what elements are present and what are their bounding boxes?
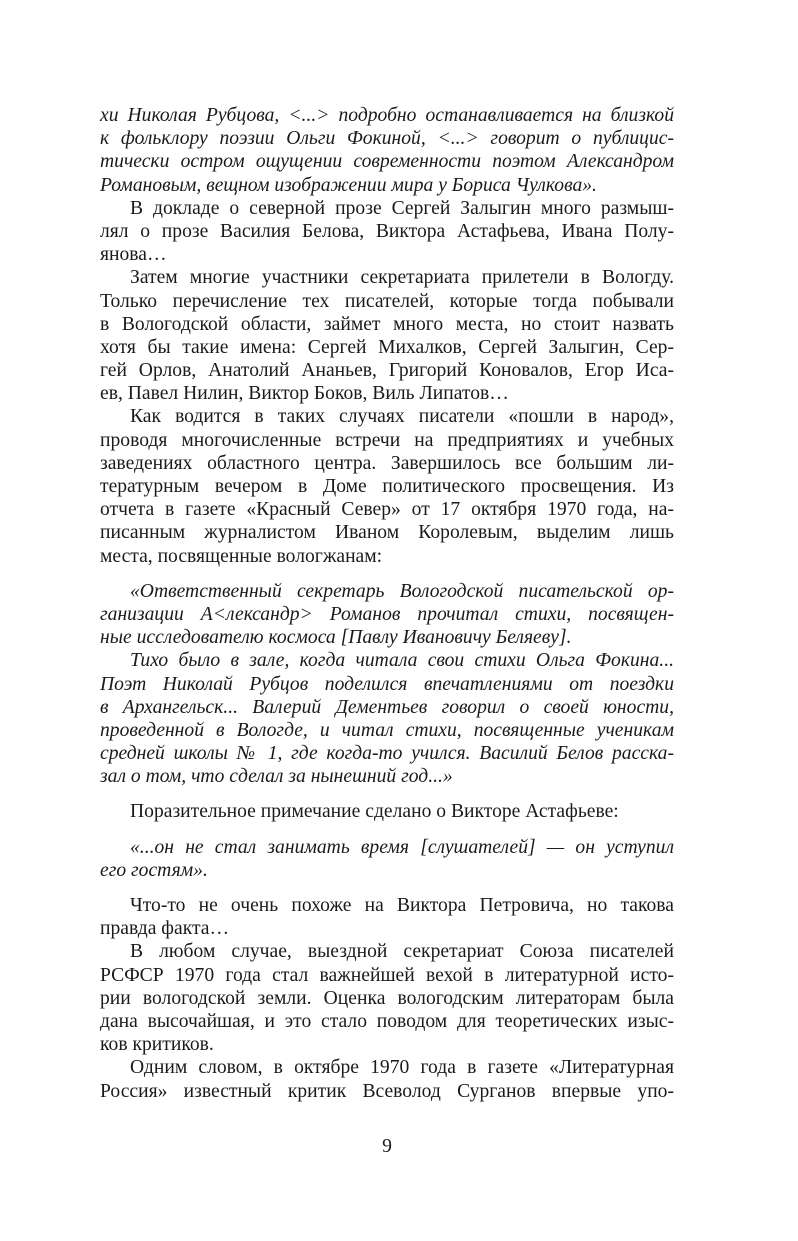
text-line: к фольклору поэзии Ольги Фокиной, <...> говорит о публицис-	[100, 128, 674, 150]
text-line: хи Николая Рубцова, <...> подробно останавливается на близкой	[100, 105, 674, 126]
text-line: «...он не стал занимать время [слушателей] — он уступил	[130, 836, 674, 858]
body-paragraph	[100, 800, 674, 823]
text-line: проведенной в Вологде, и читал стихи, посвященные ученикам	[100, 719, 674, 741]
text-line: отчета в газете «Красный Север» от 17 октября 1970 года, на-	[100, 499, 674, 521]
text-line: тически остром ощущении современности поэтом Александром	[100, 151, 674, 173]
text-line: ков критиков.	[100, 1034, 214, 1056]
text-line: писанным журналистом Иваном Королевым, выделим лишь	[100, 522, 674, 544]
text-line: Что-то не очень похоже на Виктора Петровича, но такова	[130, 895, 674, 916]
text-line: в Вологодской области, займет много места, но стоит назвать	[100, 313, 674, 335]
body-paragraph	[100, 894, 674, 940]
quote-paragraph	[100, 649, 674, 788]
text-line: Тихо было в зале, когда читала свои стихи Ольга Фокина...	[130, 650, 674, 672]
text-line: ганизации А<лександр> Романов прочитал стихи, посвящен-	[100, 603, 674, 625]
book-page-text	[100, 104, 674, 1103]
text-line: Романовым, вещном изображении мира у Бориса Чулкова».	[100, 174, 597, 196]
text-line: РСФСР 1970 года стал важнейшей вехой в литературной исто-	[100, 964, 674, 986]
text-line: лял о прозе Василия Белова, Виктора Астафьева, Ивана Полу-	[100, 220, 674, 242]
block-gap	[100, 882, 674, 894]
text-line: проводя многочисленные встречи на предприятиях и учебных	[100, 429, 674, 451]
text-line: ные исследователю космоса [Павлу Ивановичу Беляеву].	[100, 627, 572, 649]
text-line: В докладе о северной прозе Сергей Залыгин много размыш-	[130, 197, 674, 219]
text-line: В любом случае, выездной секретариат Союза писателей	[130, 941, 674, 963]
body-paragraph	[100, 197, 674, 267]
text-line: Затем многие участники секретариата прилетели в Вологду.	[130, 267, 674, 289]
text-line: Поразительное примечание сделано о Викторе Астафьеве:	[130, 801, 619, 823]
quote-paragraph	[100, 836, 674, 882]
text-line: заведениях областного центра. Завершилось все большим ли-	[100, 452, 674, 474]
page-number: 9	[382, 1136, 392, 1157]
text-line: дана высочайшая, и это стало поводом для теоретических изыс-	[100, 1010, 674, 1032]
text-line: ев, Павел Нилин, Виктор Боков, Виль Липатов…	[100, 383, 509, 405]
text-line: Только перечисление тех писателей, которые тогда побывали	[100, 290, 674, 312]
quote-paragraph	[100, 104, 674, 197]
text-line: места, посвященные вологжанам:	[100, 545, 383, 567]
block-gap	[100, 824, 674, 836]
body-paragraph	[100, 940, 674, 1056]
text-line: в Архангельск... Валерий Дементьев говорил о своей юности,	[100, 696, 674, 718]
text-line: рии вологодской земли. Оценка вологодским литераторам была	[100, 987, 674, 1009]
text-line: его гостям».	[100, 859, 208, 881]
block-gap	[100, 788, 674, 800]
text-line: зал о том, что сделал за нынешний год...»	[100, 766, 453, 788]
text-line: Россия» известный критик Всеволод Сурганов впервые упо-	[100, 1080, 674, 1102]
text-line: Как водится в таких случаях писатели «пошли в народ»,	[130, 406, 674, 428]
body-paragraph	[100, 405, 674, 567]
body-paragraph	[100, 266, 674, 405]
block-gap	[100, 568, 674, 580]
text-line: янова…	[100, 244, 167, 266]
text-line: хотя бы такие имена: Сергей Михалков, Сергей Залыгин, Сер-	[100, 336, 674, 358]
text-line: тературным вечером в Доме политического просвещения. Из	[100, 476, 674, 497]
text-line: «Ответственный секретарь Вологодской писательской ор-	[130, 580, 674, 602]
body-paragraph	[100, 1056, 674, 1102]
text-line: гей Орлов, Анатолий Ананьев, Григорий Коновалов, Егор Иса-	[100, 360, 674, 382]
quote-paragraph	[100, 580, 674, 650]
text-line: Одним словом, в октябре 1970 года в газете «Литературная	[130, 1057, 674, 1079]
text-line: Поэт Николай Рубцов поделился впечатлениями от поездки	[100, 673, 674, 695]
text-line: средней школы № 1, где когда-то учился. Василий Белов расска-	[100, 743, 674, 765]
text-line: правда факта…	[100, 918, 230, 940]
